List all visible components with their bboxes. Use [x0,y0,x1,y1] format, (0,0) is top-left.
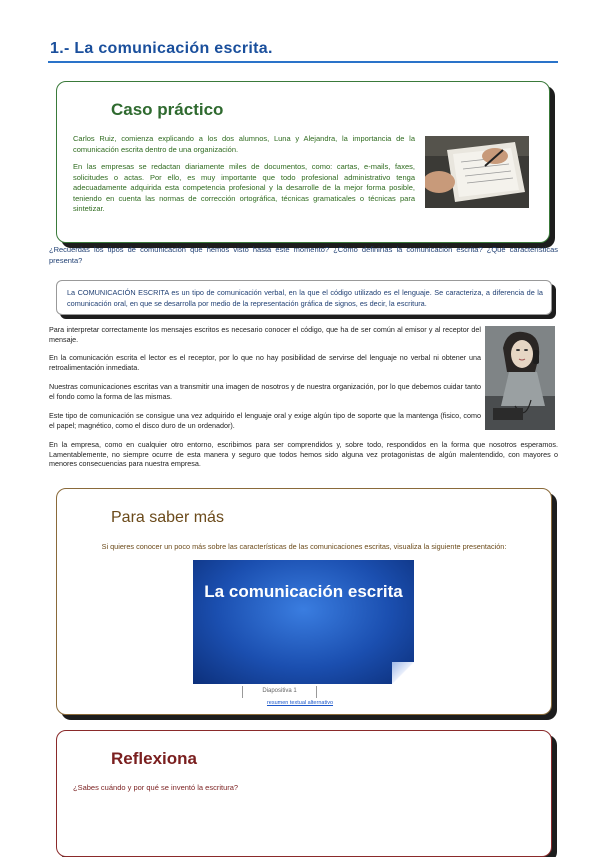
body-paragraph-4: Este tipo de comunicación se consigue una vez adquirido el lenguaje oral y exige algún tipo de soporte que la mantenga (fisico, como el papel; magnético, como el disco duro de un ordenador). [49,411,481,430]
caso-practico-box [56,81,550,243]
reflexiona-question: ¿Sabes cuándo y por qué se inventó la escritura? [73,783,239,792]
page-curl-decoration [392,662,414,684]
alt-summary-link[interactable]: resumen textual alternativo [266,700,334,706]
title-divider [48,61,558,63]
caso-practico-heading: Caso práctico [111,100,224,119]
slide-counter: Diapositiva 1 [262,688,297,694]
para-saber-mas-intro: Si quieres conocer un poco más sobre las características de las comunicaciones escritas, visualiza la siguiente presentación: [101,542,507,551]
reflexiona-heading: Reflexiona [111,749,197,768]
intro-question: ¿Recuerdas los tipos de comunicación que hemos visto hasta este momento? ¿Cómo definirías la comunicación escrita? ¿Qué características presenta? [49,245,558,265]
caso-practico-paragraph-2: En las empresas se redactan diariamente miles de documentos, como: cartas, e-mails, faxes, solicitudes o actas. Por ello, es muy importante que todo profesional administrativo tenga adecuadamente adquirida esta competencia profesional y la desarrolle de la mejor forma posible, teniendo en cuenta las normas de corrección ortográfica, técnicas gramaticales o técnicas para sintetizar. [73,162,415,213]
slide-bar-right-divider [316,686,317,698]
caso-practico-paragraph-1: Carlos Ruiz, comienza explicando a los dos alumnos, Luna y Alejandra, la importancia de la comunicación escrita dentro de una organización. [73,134,415,154]
definition-box [56,280,552,315]
body-paragraph-3: Nuestras comunicaciones escritas van a transmitir una imagen de nosotros y de nuestra organización, por lo que debemos cuidar tanto el fondo como la forma de las mismas. [49,382,481,401]
page-title: 1.- La comunicación escrita. [50,40,273,57]
definition-text: La COMUNICACIÓN ESCRITA es un tipo de comunicación verbal, en la que el código utilizado es el lenguaje. Se caracteriza, a diferencia de la comunicación oral, en que se desarrolla por medio de la representación gráfica de signos, es decir, la escritura. [67,288,543,308]
woman-phone-illustration [485,326,555,430]
body-paragraph-5: En la empresa, como en cualquier otro entorno, escribimos para ser comprendidos y, sobre todo, respondidos en la forma que nosotros esperamos. Lamentablemente, no siempre ocurre de esta manera y seguro que todos hemos sido alguna vez protagonistas de algún malentendido, con mayores o menores consecuencias para nuestra empresa. [49,440,558,468]
presentation-slide[interactable] [193,560,414,684]
reflexiona-box [56,730,552,857]
writing-hands-image [425,136,529,208]
body-paragraph-1: Para interpretar correctamente los mensajes escritos es necesario conocer el código, que ha de ser común al emisor y al receptor del mensaje. [49,325,481,344]
body-paragraph-2: En la comunicación escrita el lector es el receptor, por lo que no hay posibilidad de servirse del lenguaje no verbal ni obtener una retroalimentación inmediata. [49,353,481,372]
para-saber-mas-heading: Para saber más [111,509,224,526]
slide-title: La comunicación escrita [204,582,403,601]
